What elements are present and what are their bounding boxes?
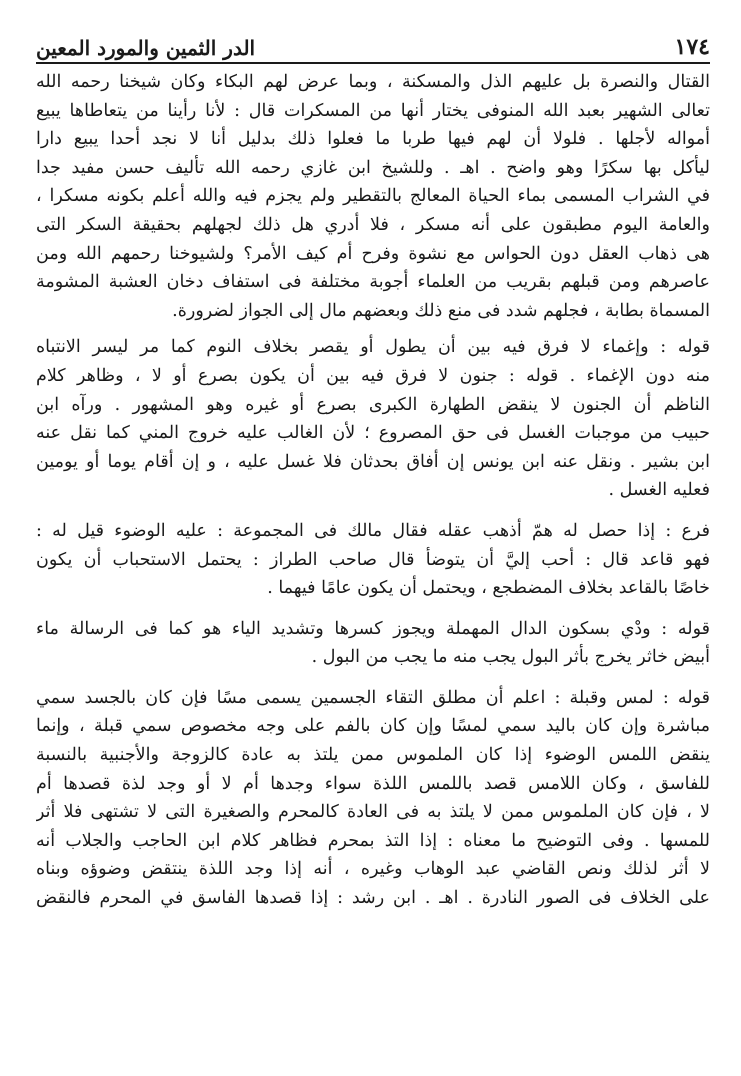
- text-line: للمسها . وفى التوضيح ما معناه : إذا التذ بمحرم فظاهر كلام ابن الحاجب والجلاب أنه: [36, 830, 710, 851]
- paragraph-2: [36, 333, 710, 505]
- text-line: والعامة اليوم مطبقون على أنه مسكر ، فلا أدري هل ذلك لجهلهم بحقيقة السكر التى: [36, 214, 710, 235]
- text-line: ينقض اللمس الوضوء إذا كان الملموس ممن يلتذ به عادة كالزوجة والأجنبية بالنسبة: [36, 745, 710, 766]
- text-line: أبيض خاثر يخرج بأثر البول يجب منه ما يجب من البول .: [311, 647, 710, 668]
- body-text: [36, 68, 710, 913]
- text-line: ابن بشير . ونقل عنه ابن يونس إن أفاق بحدثان فلا غسل عليه ، و إن أقام يوما أو يومين: [36, 451, 710, 472]
- text-line: المسماة بطابة ، فجلهم شدد فى منع ذلك وبعضهم مال إلى الجواز لضرورة.: [172, 300, 710, 321]
- text-line: لا ، فإن كان الملموس ممن لا يلتذ به فى العادة كالمحرم والصغيرة التى لا تشتهى فلا أثر: [36, 802, 710, 823]
- paragraph-4: [36, 615, 710, 672]
- text-line: عاصرهم ومن قبلهم بقريب من العلماء أجوبة مختلفة فى استفاف دخان العشبة المشومة: [36, 272, 710, 293]
- page-number: ١٧٤: [674, 34, 710, 60]
- text-line: قوله : لمس وقبلة : اعلم أن مطلق التقاء الجسمين يسمى مسًا فإن كان بالجسد سمي: [36, 687, 710, 708]
- text-line: هى ذهاب العقل دون الحواس مع نشوة وفرح أم كيف الأمر؟ ولشيوخنا رحمهم الله ومن: [36, 243, 710, 264]
- text-line: على الخلاف فى الصور النادرة . اهـ . ابن رشد : إذا قصدها الفاسق في المحرم فالنقض: [36, 888, 710, 909]
- text-line: مباشرة وإن كان باليد سمي لمسًا وإن كان بالفم على وجه مخصوص سمي قبلة ، وإنما: [36, 716, 710, 737]
- book-title: الدر الثمين والمورد المعين: [36, 36, 256, 60]
- page-header: [36, 26, 710, 64]
- paragraph-3: [36, 517, 710, 603]
- text-line: حبيب من موجبات الغسل فى حق المصروع ؛ لأن الغالب عليه خروج المني كما نقل عنه: [36, 423, 710, 444]
- text-line: أمواله لأجلها . فلولا أن لهم فيها طربا ما فعلوا ذلك بدليل أنا لا نجد أحدا يبيع دارا: [36, 129, 710, 150]
- text-line: فهو قاعد قال : أحب إليَّ أن يتوضأ قال صاحب الطراز : يحتمل الاستحباب أن يكون: [36, 549, 710, 570]
- text-line: قوله : ودْي بسكون الدال المهملة ويجوز كسرها وتشديد الياء هو كما فى الرسالة ماء: [36, 618, 710, 639]
- text-line: لا أثر لذلك ونص القاضي عبد الوهاب وغيره ، أنه إذا وجد اللذة ينتقض وضوؤه وبناه: [36, 859, 710, 880]
- text-line: خاصًا بالقاعد بخلاف المضطجع ، ويحتمل أن يكون عامًا فيهما .: [267, 578, 710, 599]
- document-page: [36, 26, 710, 913]
- text-line: في الشراب المسمى بماء الحياة المعالج بالتقطير ولم يجزم فيه والله أعلم بكونه مسكرا ،: [36, 186, 710, 207]
- paragraph-1: [36, 68, 710, 325]
- text-line: الناظم أن الجنون لا ينقض الطهارة الكبرى بصرع أو غيره وهو المشهور . ورآه ابن: [36, 394, 710, 415]
- text-line: قوله : وإغماء لا فرق فيه بين أن يطول أو يقصر بخلاف النوم كما مر ليسر الانتباه: [36, 337, 710, 358]
- text-line: تعالى الشهير بعبد الله المنوفى يختار أنها من المسكرات قال : لأنا رأينا من يتعاطاها يبيع: [36, 100, 710, 121]
- text-line: القتال والنصرة بل عليهم الذل والمسكنة ، وبما عرض لهم البكاء وكان شيخنا رحمه الله: [36, 72, 710, 92]
- text-line: فرع : إذا حصل له همّ أذهب عقله فقال مالك فى المجموعة : عليه الوضوء قيل له :: [36, 520, 710, 541]
- text-line: ليأكل بها سكرًا وهو واضح . اهـ . وللشيخ ابن غازي رحمه الله تأليف حسن مفيد جدا: [36, 157, 710, 178]
- text-line: فعليه الغسل .: [608, 480, 710, 501]
- text-line: للفاسق ، وكان اللامس قصد باللمس اللذة سواء وجدها أم لا أو وجد لذة قصدها أم: [36, 773, 710, 794]
- text-line: منه دون الإغماء . قوله : جنون لا فرق فيه بين أن يكون بصرع أو لا ، وظاهر كلام: [36, 365, 710, 386]
- paragraph-5: [36, 684, 710, 913]
